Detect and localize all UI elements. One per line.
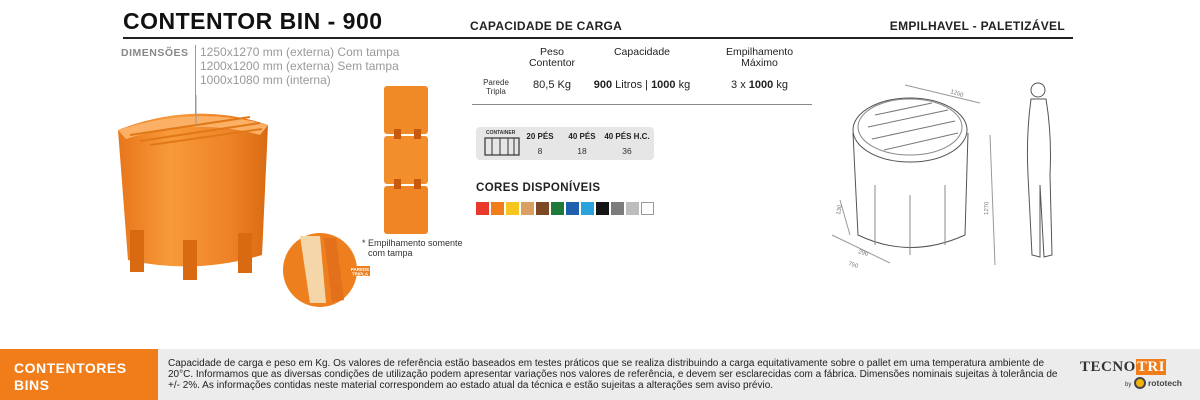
stacking-note: * Empilhamento somente com tampa bbox=[362, 238, 463, 258]
dim-top-text: 1250 bbox=[949, 89, 964, 100]
dim-height-text: 1270 bbox=[984, 201, 991, 216]
detail-label-line2: TRIPLA bbox=[351, 271, 369, 277]
color-swatch bbox=[506, 202, 519, 215]
rototech-badge-icon bbox=[1134, 377, 1146, 389]
container-col-header: 40 PÉS bbox=[568, 132, 596, 141]
color-swatch bbox=[566, 202, 579, 215]
container-capacity-panel bbox=[476, 127, 654, 160]
capacity-table bbox=[472, 47, 812, 105]
human-scale-figure bbox=[1027, 83, 1052, 257]
colors-title: CORES DISPONÍVEIS bbox=[476, 182, 601, 194]
value-peso: 80,5 Kg bbox=[533, 79, 571, 91]
bin-product-image bbox=[110, 95, 280, 280]
container-truck-icon bbox=[484, 137, 520, 157]
brand-logo: TECNOTRI bbox=[1080, 359, 1166, 375]
triple-wall-detail-image bbox=[280, 228, 370, 308]
dimensions-list bbox=[200, 45, 399, 87]
stacked-bins-image bbox=[372, 84, 434, 236]
dimension-line: 1250x1270 mm (externa) Com tampa bbox=[200, 45, 400, 59]
technical-drawing bbox=[820, 75, 1080, 275]
value-capacidade: 900 Litros | 1000 kg bbox=[593, 79, 691, 91]
color-swatch bbox=[596, 202, 609, 215]
category-tag bbox=[0, 349, 158, 400]
value-empilhamento: 3 x 1000 kg bbox=[731, 79, 788, 91]
color-swatch bbox=[551, 202, 564, 215]
dim-foot-text: 130 bbox=[836, 204, 844, 216]
page-title: CONTENTOR BIN - 900 bbox=[123, 8, 383, 34]
container-col-value: 36 bbox=[622, 146, 632, 156]
header-peso: Peso Contentor bbox=[528, 46, 576, 69]
color-swatch bbox=[611, 202, 624, 215]
color-swatches bbox=[476, 202, 654, 215]
container-col-value: 18 bbox=[577, 146, 587, 156]
dimension-line: 1000x1080 mm (interna) bbox=[200, 73, 331, 87]
header-divider bbox=[123, 37, 1073, 39]
product-tagline: EMPILHAVEL - PALETIZÁVEL bbox=[889, 19, 1065, 33]
category-tag-line2: BINS bbox=[14, 377, 50, 393]
header-empilhamento: Empilhamento Máximo bbox=[725, 46, 794, 69]
header-capacidade: Capacidade bbox=[613, 46, 671, 58]
container-col-header: 20 PÉS bbox=[526, 132, 554, 141]
row-label-parede-tripla: Parede Tripla bbox=[483, 78, 509, 96]
color-swatch bbox=[536, 202, 549, 215]
color-swatch bbox=[626, 202, 639, 215]
dim-side2-text: 290 bbox=[857, 249, 869, 258]
container-col-header: 40 PÉS H.C. bbox=[604, 132, 650, 141]
color-swatch bbox=[641, 202, 654, 215]
footer-bar bbox=[0, 349, 1200, 400]
color-swatch bbox=[581, 202, 594, 215]
category-tag-line1: CONTENTORES bbox=[14, 360, 127, 376]
detail-label-line1: PAREDE bbox=[350, 267, 370, 272]
color-swatch bbox=[476, 202, 489, 215]
section-title-capacity: CAPACIDADE DE CARGA bbox=[470, 19, 623, 33]
brand-by-text: by bbox=[1125, 382, 1132, 388]
color-swatch bbox=[491, 202, 504, 215]
container-col-value: 8 bbox=[537, 146, 543, 156]
brand-sub-logo: rototech bbox=[1148, 378, 1182, 388]
footer-disclaimer: Capacidade de carga e peso em Kg. Os valores de referência estão baseados em testes práticos que se realiza distribuindo a carga equitativamente sobre o pallet em uma temperatura ambiente de 20°C. Informamos que as diversas condições de utilização podem apresentar variações nos valores de referência, e devem ser esclarecidas com a fábrica. Dimensões nominais sujeitas à tolerância de +/- 2%. As informações contidas neste material correspondem ao estado atual da técnica e estão sujeitas a alterações sem aviso prévio. bbox=[168, 358, 1058, 391]
dimension-line: 1200x1200 mm (externa) Sem tampa bbox=[200, 59, 399, 73]
color-swatch bbox=[521, 202, 534, 215]
container-label: CONTAINER bbox=[486, 130, 516, 136]
dimensions-label: DIMENSÕES bbox=[121, 47, 189, 59]
dim-side-text: 750 bbox=[847, 261, 859, 270]
